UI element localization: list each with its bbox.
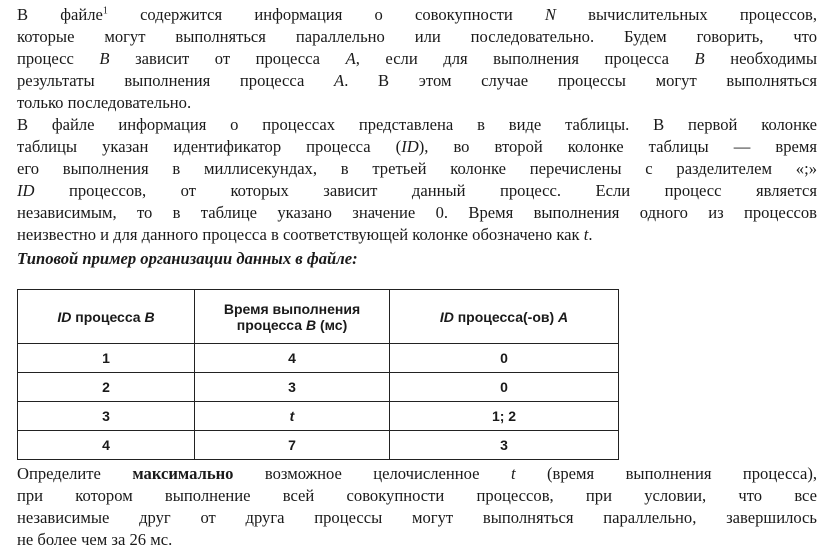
header-dependencies (390, 290, 619, 344)
cell-id: 3 (18, 402, 195, 431)
description-line-6 (17, 224, 817, 246)
intro-text: содержится информация о совокупности (107, 5, 545, 24)
header-text: ID (57, 308, 72, 325)
header-text: A (558, 308, 569, 325)
description-line-2 (17, 136, 817, 158)
question-line-1 (17, 463, 817, 485)
question-text: возможное целочисленное (233, 464, 511, 483)
question-text: Определите (17, 464, 133, 483)
variable-t: t (510, 464, 516, 483)
header-text: процесса(-ов) (453, 308, 559, 325)
description-text: неизвестно и для данного процесса в соответствующей колонке обозначено как (17, 225, 584, 244)
footnote-mark: 1 (102, 5, 108, 17)
description-line-5: независимым, то в таблице указано значение 0. Время выполнения одного из процессов (17, 203, 817, 222)
emphasis-text: максимально (132, 464, 234, 483)
table-caption: Типовой пример организации данных в файле: (17, 249, 358, 268)
cell-id: 1 (18, 344, 195, 373)
intro-text: вычислительных процессов, (555, 5, 817, 24)
header-exec-time (195, 290, 390, 344)
table-header-row (18, 290, 619, 344)
process-table (17, 289, 619, 460)
question-block (17, 463, 817, 551)
cell-time: 7 (195, 431, 390, 460)
question-text: (время выполнения процесса), (515, 464, 817, 483)
header-text: B (305, 316, 317, 333)
intro-line-1 (17, 4, 817, 26)
variable-A: A (345, 49, 356, 68)
question-line-4: не более чем за 26 мс. (17, 530, 173, 549)
header-process-id (18, 290, 195, 344)
table-row (18, 431, 619, 460)
header-text: процесса (71, 308, 145, 325)
question-line-2: при котором выполнение всей совокупности процессов, при условии, что все (17, 486, 817, 505)
cell-deps: 1; 2 (390, 402, 619, 431)
header-text: (мс) (316, 316, 348, 333)
intro-text: зависит от процесса (109, 49, 346, 68)
variable-t: t (583, 225, 589, 244)
cell-deps: 0 (390, 344, 619, 373)
header-text: Время выполнения (223, 300, 361, 317)
cell-id: 4 (18, 431, 195, 460)
cell-deps: 0 (390, 373, 619, 402)
intro-line-4 (17, 70, 817, 92)
variable-N: N (544, 5, 556, 24)
variable-ID: ID (401, 137, 419, 156)
cell-time: 3 (195, 373, 390, 402)
document-page (17, 4, 817, 549)
description-text: . (588, 225, 593, 244)
header-text: ID (439, 308, 454, 325)
cell-id: 2 (18, 373, 195, 402)
cell-time: 4 (195, 344, 390, 373)
intro-line-2: которые могут выполняться параллельно или последовательно. Будем говорить, что (17, 27, 817, 46)
variable-ID: ID (17, 181, 35, 200)
description-line-3: его выполнения в миллисекундах, в третьей колонке перечислены с разделителем «;» (17, 159, 817, 178)
table-row (18, 402, 619, 431)
description-text: таблицы указан идентификатор процесса ( (17, 137, 402, 156)
question-line-3: независимые друг от друга процессы могут выполняться параллельно, завершилось (17, 508, 817, 527)
table-row (18, 373, 619, 402)
header-text: процесса (236, 316, 306, 333)
table-row (18, 344, 619, 373)
description-line-4 (17, 180, 817, 202)
intro-text: В файле (17, 5, 103, 24)
intro-text: процесс (17, 49, 100, 68)
intro-paragraph (17, 4, 817, 114)
variable-A: A (334, 71, 345, 90)
description-paragraph (17, 114, 817, 246)
description-line-1: В файле информация о процессах представлена в виде таблицы. В первой колонке (17, 115, 817, 134)
header-text: B (144, 308, 155, 325)
intro-text: результаты выполнения процесса (17, 71, 335, 90)
intro-line-5: только последовательно. (17, 93, 192, 112)
intro-line-3 (17, 48, 817, 70)
question-paragraph (17, 463, 817, 551)
cell-deps: 3 (390, 431, 619, 460)
variable-t: t (289, 408, 295, 424)
intro-text: необходимы (704, 49, 817, 68)
variable-B: B (99, 49, 110, 68)
intro-text: . В этом случае процессы могут выполняться (344, 71, 817, 90)
cell-time (195, 402, 390, 431)
intro-text: , если для выполнения процесса (355, 49, 695, 68)
description-text: ), во второй колонке таблицы — время (418, 137, 817, 156)
description-text: процессов, от которых зависит данный процесс. Если процесс является (34, 181, 817, 200)
variable-B: B (694, 49, 705, 68)
